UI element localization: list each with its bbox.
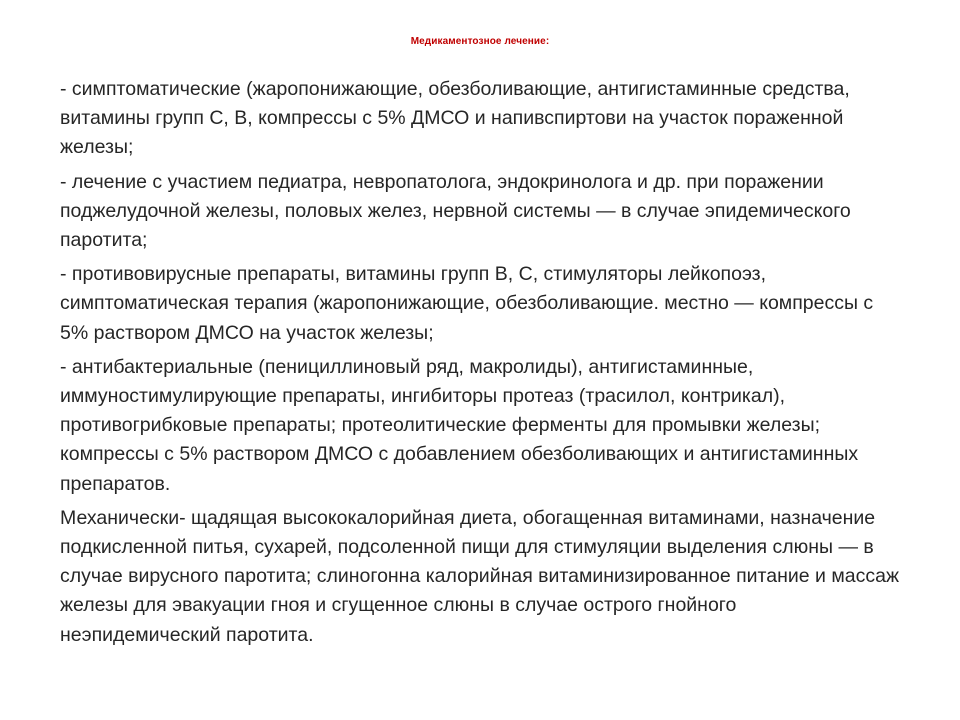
- paragraph-symptomatic: - симптоматические (жаропонижающие, обезболивающие, антигистаминные средства, витамины групп С, В, компрессы с 5% ДМСО и напивспиртови на участок пораженной железы;: [60, 78, 850, 159]
- slide-title: Медикаментозное лечение:: [410, 36, 550, 47]
- paragraph-specialists: - лечение с участием педиатра, невропатолога, эндокринолога и др. при поражении поджелудочной железы, половых желез, нервной системы — в случае эпидемического паротита;: [60, 170, 851, 252]
- paragraph-antiviral: - противовирусные препараты, витамины групп В, С, стимуляторы лейкопоэз, симптоматическая терапия (жаропонижающие, обезболивающие. местно — компрессы с 5% раствором ДМСО на участок железы;: [60, 263, 874, 344]
- slide-body: [60, 75, 900, 655]
- paragraph-diet: Механически- щадящая высококалорийная диета, обогащенная витаминами, назначение подкисленной питья, сухарей, подсоленной пищи для стимуляции выделения слюны — в случае вирусного паротита; слиногонна калорийная витаминизированное питание и массаж железы для эвакуации гноя и сгущенное слюны в случае острого гнойного неэпидемический паротита.: [60, 506, 899, 646]
- paragraph-antibacterial: - антибактериальные (пенициллиновый ряд, макролиды), антигистаминные, иммуностимулирующие препараты, ингибиторы протеаз (трасилол, контрикал), противогрибковые препараты; протеолитические ферменты для промывки железы; компрессы с 5% раствором ДМСО с добавлением обезболивающих и антигистаминных препаратов.: [60, 355, 859, 495]
